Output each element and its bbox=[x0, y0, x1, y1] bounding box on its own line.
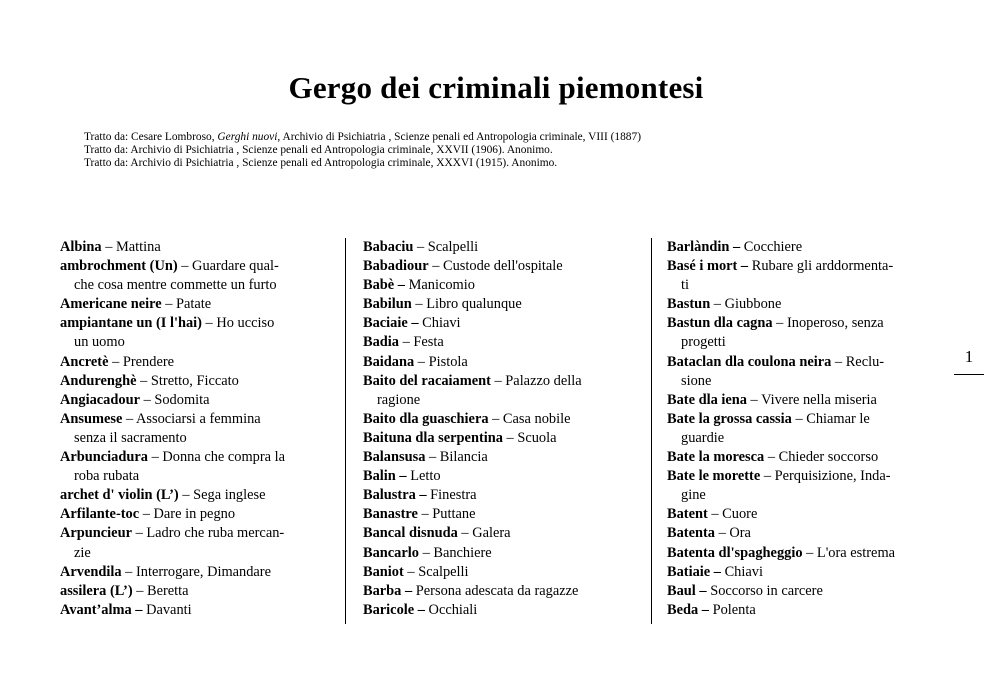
entry-definition: – Pistola bbox=[414, 353, 468, 370]
entry-headword: Ansumese bbox=[60, 410, 123, 427]
source-line bbox=[84, 131, 641, 144]
glossary-entry bbox=[363, 372, 631, 410]
entry-headword: Bataclan dla coulona neira bbox=[667, 353, 832, 370]
entry-headword: Balin – bbox=[363, 468, 407, 485]
glossary-entry bbox=[363, 448, 631, 467]
glossary-entry bbox=[60, 295, 325, 314]
glossary-entry bbox=[363, 563, 631, 582]
entry-definition: – Prendere bbox=[108, 353, 175, 370]
glossary-entry bbox=[363, 524, 631, 543]
glossary-entry bbox=[363, 582, 631, 601]
entry-definition: Rubare gli arddormenta bbox=[748, 258, 889, 275]
entry-headword: Bate la moresca bbox=[667, 449, 765, 466]
entry-definition: – Inoperoso, senza bbox=[772, 315, 884, 332]
entry-definition: – Guardare qual bbox=[177, 258, 274, 275]
entry-headword: archet d' violin (L’) bbox=[60, 487, 179, 504]
entry-definition: Manicomio bbox=[404, 277, 475, 294]
entry-headword: Batenta dl'spagheggio bbox=[667, 544, 803, 561]
entry-headword: Bancarlo bbox=[363, 544, 419, 561]
entry-definition: Chiavi bbox=[418, 315, 461, 332]
entry-definition-cont: gine bbox=[681, 487, 706, 504]
glossary-entry bbox=[667, 410, 932, 448]
source-text: , Archivio di Psichiatria , Scienze penali ed Antropologia criminale, VIII (1887) bbox=[277, 131, 641, 143]
entry-headword: Batiaie – bbox=[667, 563, 721, 580]
glossary-entry bbox=[363, 314, 631, 333]
entry-headword: Balansusa bbox=[363, 449, 426, 466]
source-text: Tratto da: Archivio di Psichiatria , Scienze penali ed Antropologia criminale, XXXVI (1915). Anonimo. bbox=[84, 157, 558, 170]
entry-headword: Babadiour bbox=[363, 258, 429, 275]
glossary-entry bbox=[363, 486, 631, 505]
entry-definition: – Casa nobile bbox=[488, 410, 571, 427]
entry-definition: – Cuore bbox=[707, 506, 758, 523]
entry-definition: – Scalpelli bbox=[413, 239, 479, 255]
page-title: Gergo dei criminali piemontesi bbox=[288, 70, 704, 105]
glossary-entry: ambrochment (Un) – Guardare qual- che cosa mentre commette un furto bbox=[60, 258, 279, 294]
glossary-entry bbox=[60, 353, 325, 372]
entry-headword: assilera (L’) bbox=[60, 582, 133, 599]
entry-definition: – Associarsi a femmina bbox=[122, 410, 261, 427]
source-line bbox=[84, 157, 641, 170]
entry-headword: Babaciu bbox=[363, 239, 414, 255]
entry-definition-cont: senza il sacramento bbox=[74, 429, 187, 446]
entry-definition: – Sega inglese bbox=[178, 487, 266, 504]
entry-headword: Arpuncieur bbox=[60, 525, 132, 542]
entry-definition: Polenta bbox=[708, 601, 756, 618]
glossary-entry bbox=[667, 314, 932, 352]
entry-definition: – Palazzo della bbox=[490, 372, 582, 389]
entry-definition-cont: ti bbox=[681, 277, 689, 294]
entry-headword: Baniot bbox=[363, 563, 404, 580]
glossary-column-2 bbox=[363, 238, 631, 624]
entry-headword: Arvendila bbox=[60, 563, 122, 580]
entry-headword: Batent bbox=[667, 506, 708, 523]
entry-definition: – Ho ucciso bbox=[201, 315, 275, 332]
entry-definition: – Giubbone bbox=[710, 296, 782, 313]
glossary-entry bbox=[60, 314, 325, 352]
page-number-rule bbox=[954, 374, 984, 375]
entry-headword: Americane neire bbox=[60, 296, 162, 313]
glossary-entry bbox=[667, 391, 932, 410]
glossary-entry bbox=[363, 257, 631, 276]
glossary-entry bbox=[60, 486, 325, 505]
glossary-entry: Bate le morette – Perquisizione, Inda- gine bbox=[667, 468, 891, 504]
glossary-entry bbox=[363, 467, 631, 486]
entry-headword: Baul – bbox=[667, 582, 707, 599]
entry-definition-cont: sione bbox=[681, 372, 712, 389]
entry-definition: Persona adescata da ragazze bbox=[412, 582, 579, 599]
entry-headword: Babè – bbox=[363, 277, 405, 294]
glossary-entry bbox=[60, 410, 325, 448]
entry-headword: Baidana bbox=[363, 353, 415, 370]
entry-headword: Arbunciadura bbox=[60, 449, 148, 466]
entry-definition: – Puttane bbox=[417, 506, 476, 523]
entry-definition: – Sodomita bbox=[139, 391, 210, 408]
glossary-entry bbox=[363, 410, 631, 429]
glossary-entry bbox=[667, 524, 932, 543]
glossary-entry bbox=[60, 391, 325, 410]
glossary-entry bbox=[363, 505, 631, 524]
entry-definition: Davanti bbox=[142, 601, 192, 618]
entry-headword: Bancal disnuda bbox=[363, 525, 458, 542]
entry-headword: ampiantane un (I l'hai) bbox=[60, 315, 202, 332]
glossary-entry bbox=[667, 582, 932, 601]
entry-definition: – Scalpelli bbox=[403, 563, 469, 580]
entry-definition: – L'ora estrema bbox=[802, 544, 896, 561]
column-divider bbox=[345, 238, 346, 624]
entry-headword: Barlàndin – bbox=[667, 239, 741, 255]
glossary-entry: Basé i mort – Rubare gli arddormenta- ti bbox=[667, 258, 894, 294]
entry-definition: – Stretto, Ficcato bbox=[136, 372, 239, 389]
glossary-entry bbox=[60, 563, 325, 582]
entry-headword: Bastun dla cagna bbox=[667, 315, 773, 332]
source-line bbox=[84, 144, 641, 157]
entry-headword: Baito dla guaschiera bbox=[363, 410, 489, 427]
glossary-entry: Bataclan dla coulona neira – Reclu- sione bbox=[667, 353, 885, 389]
entry-definition: Chiavi bbox=[720, 563, 763, 580]
entry-definition: – Ora bbox=[714, 525, 751, 542]
entry-definition-cont: progetti bbox=[681, 334, 726, 351]
source-text: Tratto da: Cesare Lombroso, bbox=[84, 131, 218, 143]
entry-headword: Bate la grossa cassia bbox=[667, 410, 792, 427]
entry-definition: – Bilancia bbox=[425, 449, 488, 466]
glossary-entry bbox=[363, 295, 631, 314]
sources-block bbox=[84, 131, 641, 171]
glossary-entry bbox=[60, 372, 325, 391]
source-text: Tratto da: Archivio di Psichiatria , Scienze penali ed Antropologia criminale, XXVII (1906). Anonimo. bbox=[84, 144, 553, 157]
entry-definition: Soccorso in carcere bbox=[706, 582, 823, 599]
entry-definition: – Reclu bbox=[831, 353, 880, 370]
entry-headword: Babilun bbox=[363, 296, 412, 313]
entry-headword: Arfilante-toc bbox=[60, 506, 140, 523]
glossary-entry bbox=[667, 448, 932, 467]
glossary-entry bbox=[363, 544, 631, 563]
entry-definition: – Chieder soccorso bbox=[764, 449, 879, 466]
glossary-entry: Arpuncieur – Ladro che ruba mercan- zie bbox=[60, 525, 285, 561]
entry-headword: Badia bbox=[363, 334, 399, 351]
entry-definition: – Festa bbox=[399, 334, 444, 351]
entry-headword: Avant’alma – bbox=[60, 601, 143, 618]
entry-headword: Albina bbox=[60, 239, 102, 255]
entry-definition: Cocchiere bbox=[740, 239, 803, 255]
entry-headword: Bate le morette bbox=[667, 468, 761, 485]
entry-headword: Baricole – bbox=[363, 601, 425, 618]
glossary-entry bbox=[667, 295, 932, 314]
entry-definition: Finestra bbox=[426, 487, 477, 504]
entry-definition: Letto bbox=[406, 468, 441, 485]
entry-definition-cont: un uomo bbox=[74, 334, 125, 351]
glossary-entry bbox=[363, 276, 631, 295]
entry-definition-cont: roba rubata bbox=[74, 468, 140, 485]
column-divider bbox=[651, 238, 652, 624]
entry-headword: Basé i mort – bbox=[667, 258, 749, 275]
entry-headword: Bate dla iena bbox=[667, 391, 747, 408]
glossary-entry bbox=[363, 333, 631, 352]
source-title: Gerghi nuovi bbox=[217, 131, 278, 143]
entry-headword: Angiacadour bbox=[60, 391, 140, 408]
glossary-column-3 bbox=[667, 238, 932, 624]
glossary-entry bbox=[60, 505, 325, 524]
glossary-entry bbox=[667, 544, 932, 563]
entry-headword: Banastre bbox=[363, 506, 418, 523]
glossary-entry bbox=[363, 353, 631, 372]
entry-definition: – Donna che compra la bbox=[147, 449, 286, 466]
entry-definition: – Chiamar le bbox=[791, 410, 870, 427]
entry-definition: – Vivere nella miseria bbox=[746, 391, 877, 408]
entry-headword: Ancretè bbox=[60, 353, 109, 370]
entry-headword: Barba – bbox=[363, 582, 413, 599]
glossary-entry bbox=[60, 448, 325, 486]
entry-definition: – Custode dell'ospitale bbox=[428, 258, 563, 275]
entry-headword: Beda – bbox=[667, 601, 709, 618]
entry-definition: Occhiali bbox=[424, 601, 478, 618]
entry-headword: Baito del racaiament bbox=[363, 372, 491, 389]
entry-headword: Baituna dla serpentina bbox=[363, 429, 503, 446]
entry-headword: Balustra – bbox=[363, 487, 427, 504]
glossary-entry bbox=[667, 505, 932, 524]
entry-definition-cont: che cosa mentre commette un furto bbox=[74, 277, 277, 294]
glossary-entry bbox=[363, 238, 631, 257]
entry-definition: – Mattina bbox=[101, 239, 161, 255]
page-number: 1 bbox=[964, 347, 974, 366]
entry-definition: – Ladro che ruba mercan bbox=[131, 525, 280, 542]
glossary-entry bbox=[667, 563, 932, 582]
entry-definition: – Scuola bbox=[502, 429, 557, 446]
glossary-entry bbox=[60, 601, 325, 620]
glossary-entry bbox=[363, 429, 631, 448]
entry-definition: – Beretta bbox=[132, 582, 189, 599]
entry-headword: Bastun bbox=[667, 296, 711, 313]
glossary-entry bbox=[60, 582, 325, 601]
entry-definition: – Patate bbox=[161, 296, 212, 313]
entry-definition: – Banchiere bbox=[418, 544, 492, 561]
glossary-column-1 bbox=[60, 238, 325, 624]
entry-definition: – Interrogare, Dimandare bbox=[121, 563, 271, 580]
glossary-entry bbox=[667, 238, 932, 257]
entry-headword: Andurenghè bbox=[60, 372, 137, 389]
entry-definition-cont: zie bbox=[74, 544, 91, 561]
entry-definition: – Galera bbox=[457, 525, 511, 542]
entry-definition-cont: ragione bbox=[377, 391, 421, 408]
entry-definition: – Dare in pegno bbox=[139, 506, 236, 523]
glossary-entry bbox=[667, 601, 932, 620]
glossary-entry bbox=[363, 601, 631, 620]
entry-headword: Baciaie – bbox=[363, 315, 419, 332]
entry-definition-cont: guardie bbox=[681, 429, 725, 446]
glossary-entry bbox=[60, 238, 325, 257]
entry-definition: – Perquisizione, Inda bbox=[760, 468, 886, 485]
entry-headword: Batenta bbox=[667, 525, 715, 542]
entry-headword: ambrochment (Un) bbox=[60, 258, 178, 275]
entry-definition: – Libro qualunque bbox=[411, 296, 522, 313]
